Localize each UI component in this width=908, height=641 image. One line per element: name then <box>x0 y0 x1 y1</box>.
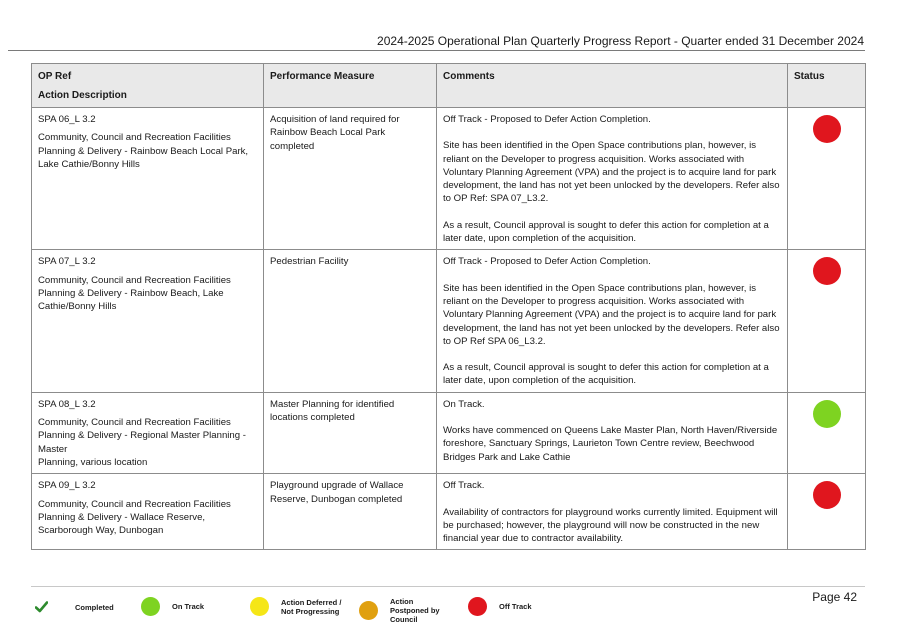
status-cell <box>788 474 866 550</box>
comment-paragraph: Off Track. <box>443 480 485 492</box>
table-row <box>32 108 866 250</box>
comment-paragraph: Site has been identified in the Open Space contributions plan, however, is reliant on the Developer to progress acquisition. Works associated with Voluntary Planning Agreement (VPA) and the project is to acquire land for park development, the land has not yet been unlocked by the developers. Refer also to OP Ref SPA 06_L3.2. <box>443 282 780 347</box>
progress-report-table <box>31 63 866 550</box>
header-op-ref-label: OP Ref <box>38 71 72 82</box>
comment-paragraph: As a result, Council approval is sought to defer this action for completion at a later date, upon completion of the acquisition. <box>443 219 769 245</box>
op-ref: SPA 06_L 3.2 <box>38 114 96 125</box>
op-ref-cell <box>32 474 264 550</box>
status-legend <box>31 592 551 632</box>
op-ref-cell <box>32 392 264 473</box>
orange-status-icon <box>359 601 378 620</box>
comments-cell <box>437 474 788 550</box>
action-description: Community, Council and Recreation Facilities Planning & Delivery - Rainbow Beach Local Park, Lake Cathie/Bonny Hills <box>38 132 249 170</box>
yellow-status-icon <box>250 597 269 616</box>
page-header-title: 2024-2025 Operational Plan Quarterly Progress Report - Quarter ended 31 December 2024 <box>377 34 864 48</box>
green-status-icon <box>141 597 160 616</box>
comment-paragraph: On Track. <box>443 398 485 410</box>
legend-label-off-track: Off Track <box>499 602 532 611</box>
performance-measure-cell: Playground upgrade of Wallace Reserve, Dunbogan completed <box>264 474 437 550</box>
table-row <box>32 392 866 473</box>
table-header-row <box>32 64 866 108</box>
status-cell <box>788 250 866 392</box>
performance-measure-cell: Master Planning for identified locations completed <box>264 392 437 473</box>
op-ref-cell <box>32 250 264 392</box>
check-icon <box>35 601 48 613</box>
comment-paragraph: Site has been identified in the Open Space contributions plan, however, is reliant on the Developer to progress acquisition. Works associated with Voluntary Planning Agreement (VPA) and the project is to acquire land for park development, the land has not yet been unlocked by the developers. Refer also to OP Ref: SPA 07_L3.2. <box>443 140 780 205</box>
action-description: Community, Council and Recreation Facilities Planning & Delivery - Wallace Reserve, Scarborough Way, Dunbogan <box>38 498 231 537</box>
comment-paragraph: Off Track - Proposed to Defer Action Completion. <box>443 256 651 268</box>
comments-cell <box>437 108 788 250</box>
comment-paragraph: Works have commenced on Queens Lake Master Plan, North Haven/Riverside foreshore, Sanctuary Springs, Laurieton Town Centre review, Beechwood Bridges Park and Lake Cathie <box>443 425 778 463</box>
legend-item-deferred <box>250 597 347 616</box>
red-status-icon <box>468 597 487 616</box>
op-ref: SPA 08_L 3.2 <box>38 398 96 410</box>
comment-paragraph: Off Track - Proposed to Defer Action Completion. <box>443 114 651 125</box>
off-track-status-icon <box>813 481 841 509</box>
footer-divider <box>31 586 865 587</box>
table-row <box>32 250 866 392</box>
table-body <box>32 108 866 550</box>
header-op-ref <box>32 64 264 108</box>
status-cell <box>788 392 866 473</box>
header-comments: Comments <box>437 64 788 108</box>
op-ref: SPA 07_L 3.2 <box>38 256 96 268</box>
on-track-status-icon <box>813 400 841 428</box>
status-cell <box>788 108 866 250</box>
header-performance-measure: Performance Measure <box>264 64 437 108</box>
header-status: Status <box>788 64 866 108</box>
comments-cell <box>437 392 788 473</box>
performance-measure-cell: Pedestrian Facility <box>264 250 437 392</box>
legend-item-postponed <box>359 597 442 624</box>
legend-label-completed: Completed <box>75 602 114 612</box>
legend-label-on-track: On Track <box>172 602 205 611</box>
off-track-status-icon <box>813 257 841 285</box>
comments-cell <box>437 250 788 392</box>
comment-paragraph: Availability of contractors for playground works currently limited. Equipment will be purchased; however, the playground will now be constructed in the new financial year due to contractor availability. <box>443 506 778 545</box>
header-divider <box>8 50 865 51</box>
legend-item-off-track <box>468 597 532 616</box>
action-description: Community, Council and Recreation Facilities Planning & Delivery - Rainbow Beach, Lake Cathie/Bonny Hills <box>38 274 231 313</box>
legend-item-on-track <box>141 597 204 616</box>
legend-item-completed <box>35 601 114 613</box>
op-ref: SPA 09_L 3.2 <box>38 480 96 492</box>
table-row <box>32 474 866 550</box>
performance-measure-cell: Acquisition of land required for Rainbow Beach Local Park completed <box>264 108 437 250</box>
op-ref-cell <box>32 108 264 250</box>
page-number: Page 42 <box>812 590 857 604</box>
action-description: Community, Council and Recreation Facilities Planning & Delivery - Regional Master Planning - Master Planning, various location <box>38 417 246 468</box>
off-track-status-icon <box>813 115 841 143</box>
legend-label-postponed: Action Postponed by Council <box>390 597 440 624</box>
comment-paragraph: As a result, Council approval is sought to defer this action for completion at a later date, upon completion of the acquisition. <box>443 362 769 387</box>
header-action-description-label: Action Description <box>38 90 127 102</box>
legend-label-deferred: Action Deferred / Not Progressing <box>281 597 342 616</box>
